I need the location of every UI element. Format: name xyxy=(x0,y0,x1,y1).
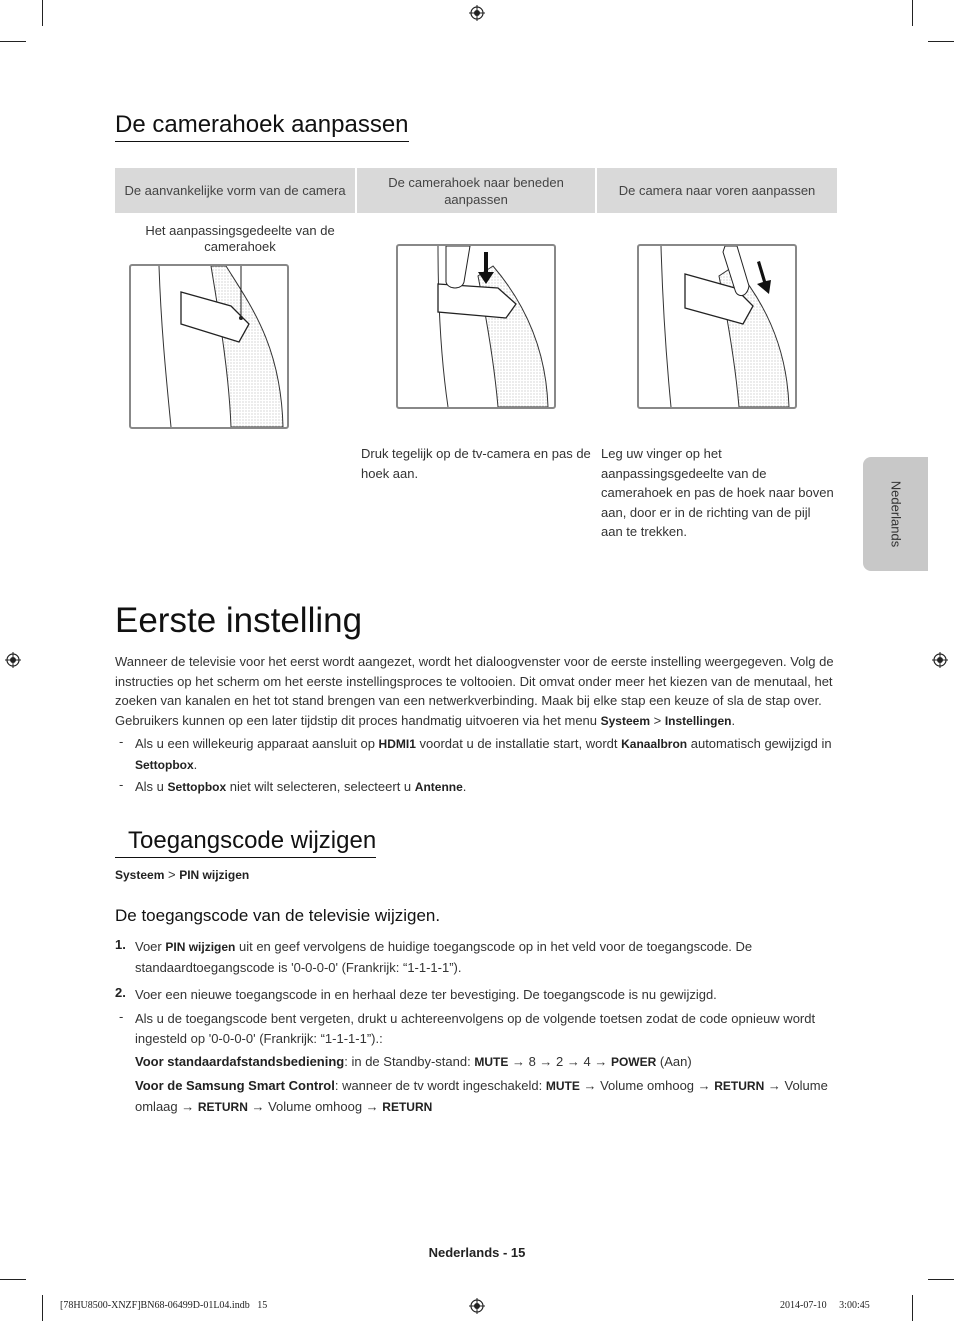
registration-mark-icon xyxy=(469,5,485,21)
section-title-change-pin: Toegangscode wijzigen xyxy=(115,826,376,858)
step-2: Voer een nieuwe toegangscode in en herhaal deze ter bevestiging. De toegangscode is nu gewijzigd. xyxy=(135,987,717,1002)
camera-illustration-initial xyxy=(129,264,289,429)
step-number: 1. xyxy=(115,937,126,952)
caption-forward: Leg uw vinger op het aanpassingsgedeelte van de camerahoek en pas de hoek naar boven aan, door er in de richting van de pijl aan te trekken. xyxy=(601,446,834,539)
crop-mark xyxy=(42,0,43,26)
step-1: Voer PIN wijzigen uit en geef vervolgens de huidige toegangscode op in het veld voor de toegangscode. De standaardtoegangscode is '0-0-0-0' (Frankrijk: “1-1-1-1”). xyxy=(135,939,753,975)
bullet-dash: - xyxy=(119,734,124,749)
print-timestamp: 2014-07-10 3:00:45 xyxy=(780,1300,870,1311)
callout-label: Het aanpassingsgedeelte van de camerahoek xyxy=(145,223,335,254)
file-info: [78HU8500-XNZF]BN68-06499D-01L04.indb 15 xyxy=(60,1300,268,1311)
crop-mark xyxy=(912,1295,913,1321)
subsection-title: De toegangscode van de televisie wijzigen. xyxy=(115,906,441,925)
step-number: 2. xyxy=(115,985,126,1000)
menu-keyword: Systeem xyxy=(600,713,650,728)
note-settopbox: Als u Settopbox niet wilt selecteren, selecteert u Antenne. xyxy=(135,779,467,794)
camera-drawing-icon xyxy=(131,266,287,427)
registration-mark-icon xyxy=(5,652,21,668)
page-number: Nederlands - 15 xyxy=(428,1245,526,1260)
caption-angle-down: Druk tegelijk op de tv-camera en pas de hoek aan. xyxy=(361,446,591,481)
language-side-tab xyxy=(863,457,928,571)
table-header-initial-shape: De aanvankelijke vorm van de camera xyxy=(115,168,355,213)
crop-mark xyxy=(0,41,26,42)
note-hdmi: Als u een willekeurig apparaat aansluit op HDMI1 voordat u de installatie start, wordt Kanaalbron automatisch gewijzigd in Settopbox. xyxy=(135,736,832,772)
camera-drawing-icon xyxy=(398,246,554,407)
camera-illustration-down xyxy=(396,244,556,409)
menu-path: Systeem > PIN wijzigen xyxy=(115,867,250,882)
crop-mark xyxy=(928,41,954,42)
crop-mark xyxy=(912,0,913,26)
standard-remote-instructions: Voor standaardafstandsbediening: in de Standby-stand: MUTE → 8 → 2 → 4 → POWER (Aan) xyxy=(135,1054,692,1069)
crop-mark xyxy=(0,1279,26,1280)
note-forgot-pin: Als u de toegangscode bent vergeten, drukt u achtereenvolgens op de volgende toetsen zodat de code opnieuw wordt ingesteld op '0-0-0-0' (Frankrijk: “1-1-1-1”).: xyxy=(135,1011,816,1046)
crop-mark xyxy=(42,1295,43,1321)
menu-keyword: Instellingen xyxy=(664,713,732,728)
side-tab-label: Nederlands xyxy=(888,480,903,548)
registration-mark-icon xyxy=(469,1298,485,1314)
section-title-initial-setup: Eerste instelling xyxy=(115,601,363,640)
section-title-camera-angle: De camerahoek aanpassen xyxy=(115,110,409,142)
table-header-angle-down: De camerahoek naar beneden aanpassen xyxy=(357,168,595,213)
smart-control-instructions: Voor de Samsung Smart Control: wanneer de tv wordt ingeschakeld: MUTE → Volume omhoog → RETURN → Volume omlaag → RETURN → Volume omhoog → RETURN xyxy=(135,1078,828,1114)
table-header-forward: De camera naar voren aanpassen xyxy=(597,168,837,213)
camera-illustration-forward xyxy=(637,244,797,409)
registration-mark-icon xyxy=(932,652,948,668)
intro-paragraph: Wanneer de televisie voor het eerst wordt aangezet, wordt het dialoogvenster voor de eerste instelling weergegeven. Volg de instructies op het scherm om het eerste instellingsproces te voltooien. Dit omvat onder meer het kiezen van de menutaal, het zoeken van kanalen en het tot stand brengen van een netwerkverbinding. Maak bij elke stap een keuze of sla de stap over. Gebruikers kunnen op een later tijdstip dit proces handmatig uitvoeren via het menu Systeem > Instellingen. xyxy=(115,654,834,728)
camera-drawing-icon xyxy=(639,246,795,407)
bullet-dash: - xyxy=(119,1009,124,1024)
crop-mark xyxy=(928,1279,954,1280)
bullet-dash: - xyxy=(119,777,124,792)
